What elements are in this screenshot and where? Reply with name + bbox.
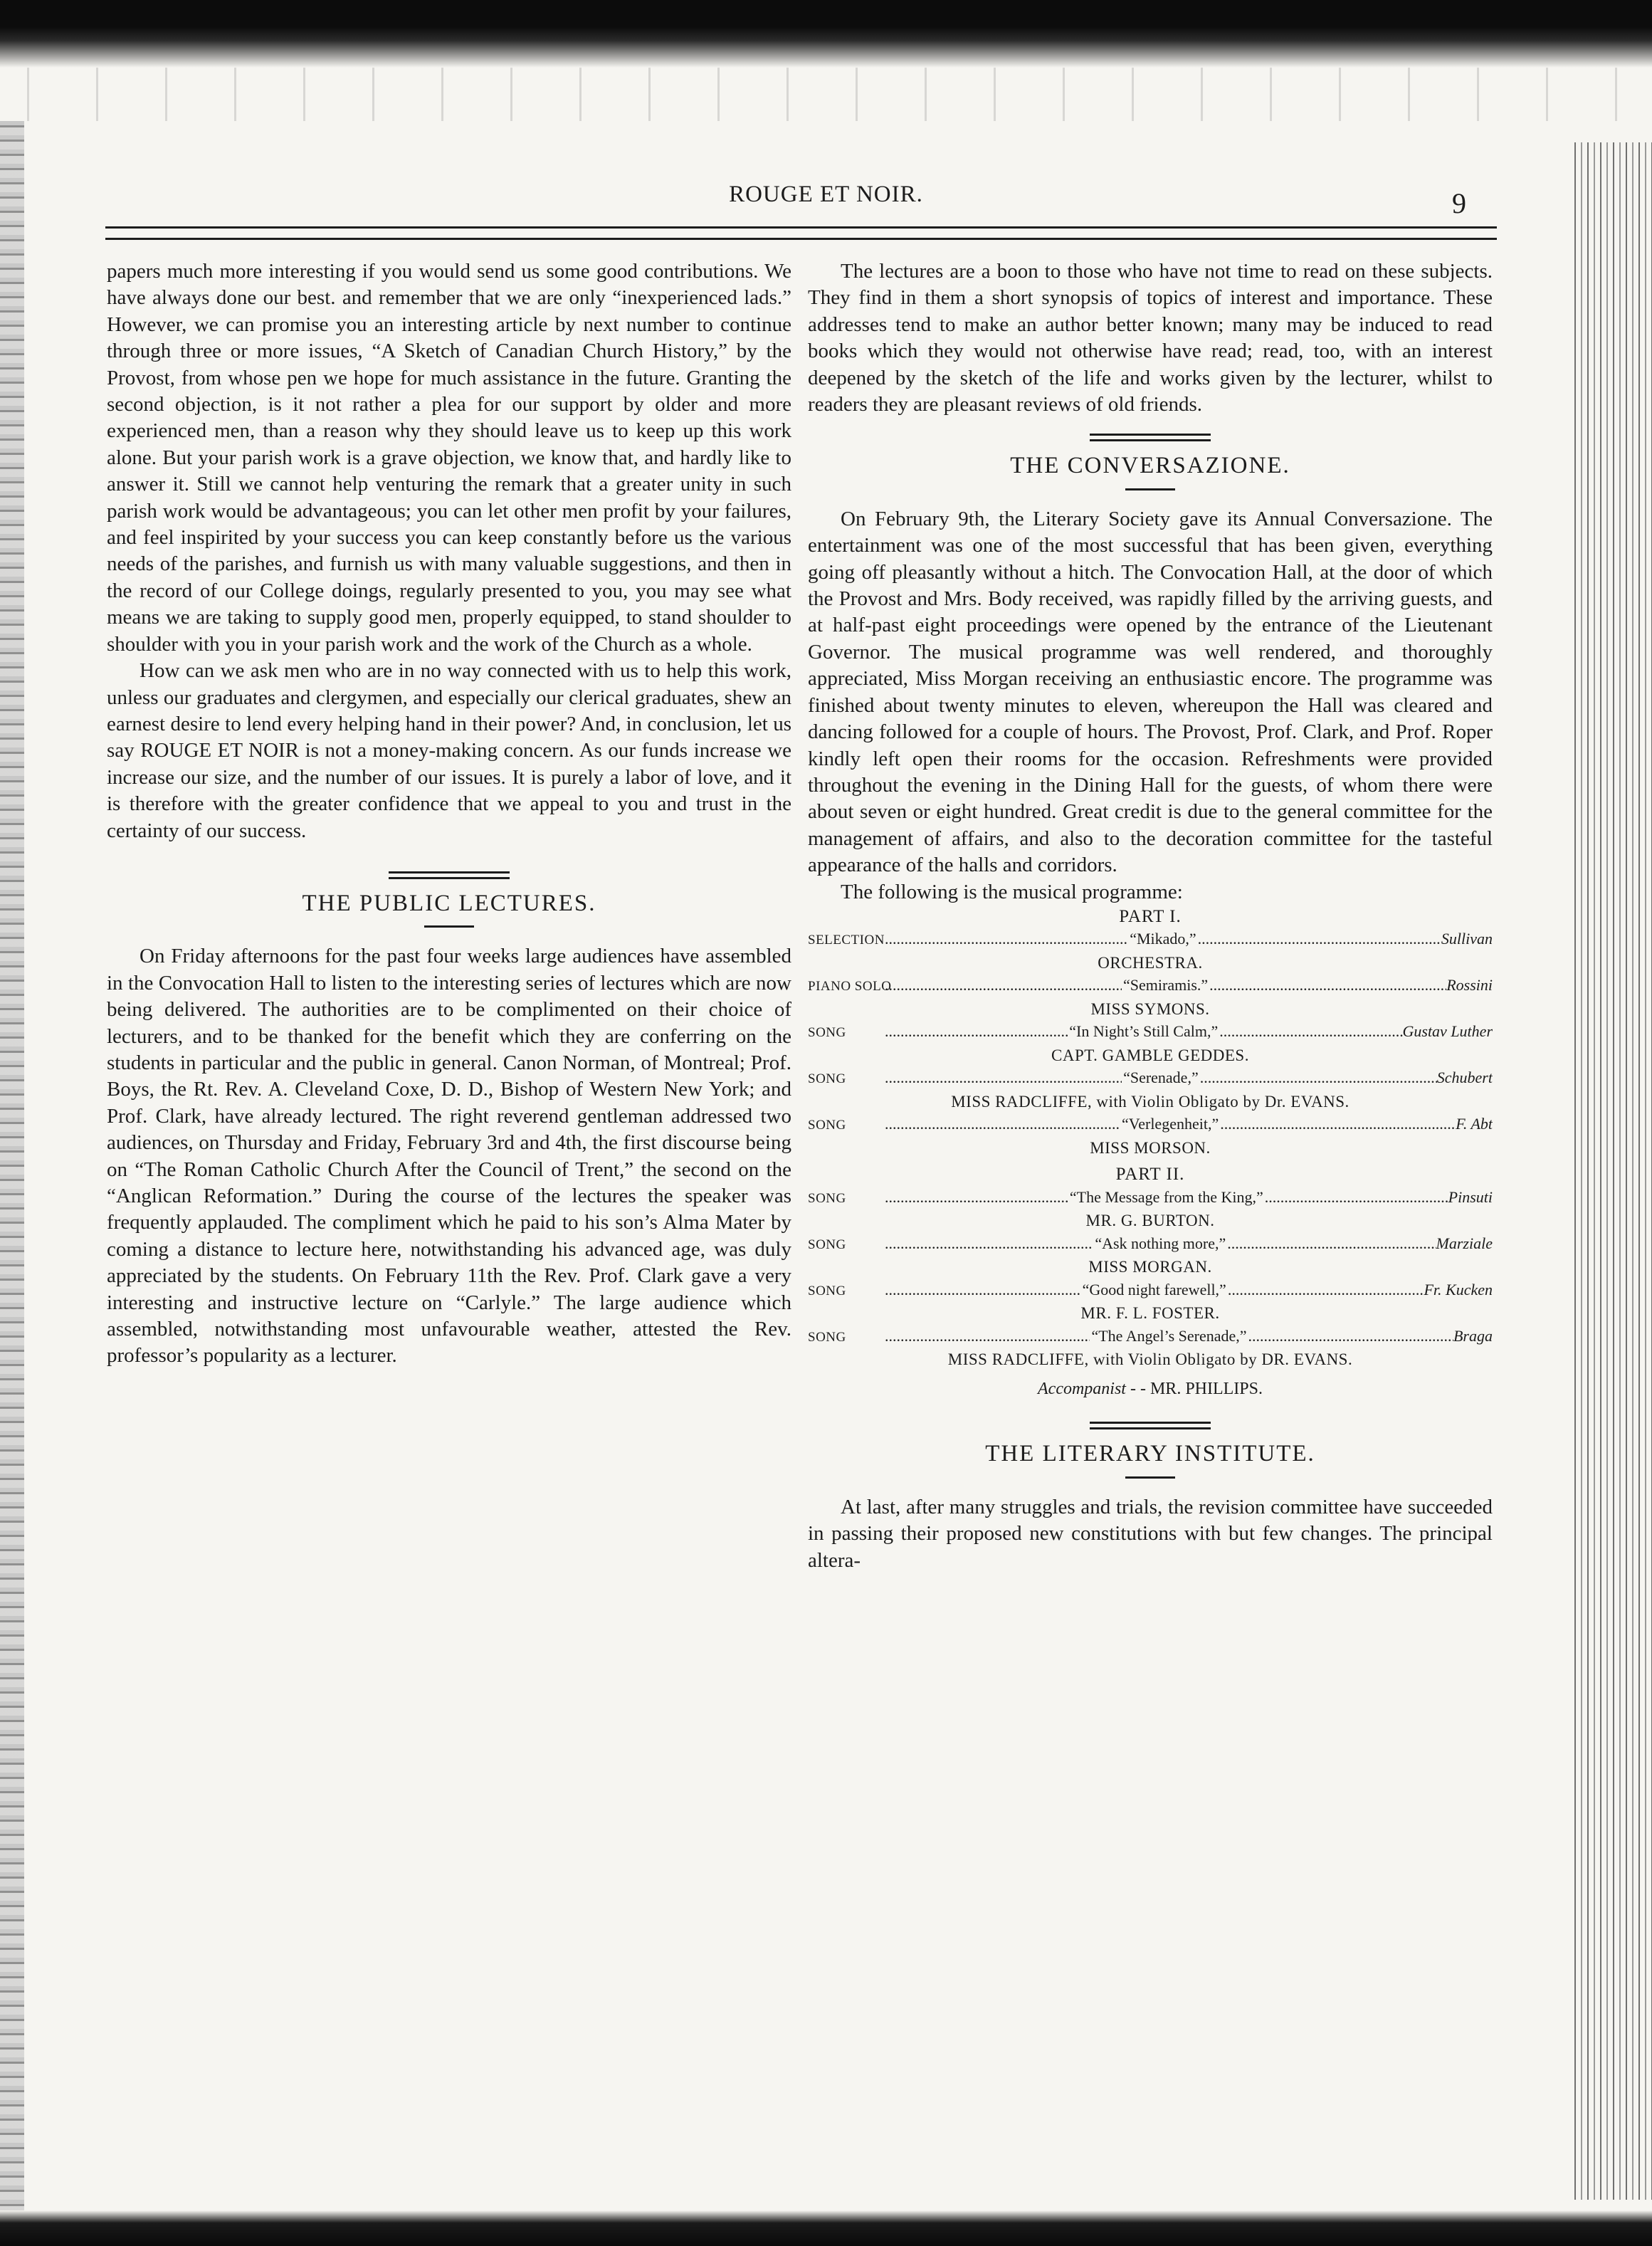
programme-part-2-list <box>808 1186 1493 1371</box>
leader-dots <box>1200 1066 1437 1089</box>
programme-item-performer: MISS SYMONS. <box>1090 999 1210 1018</box>
right-paragraph-1: The lectures are a boon to those who have not time to read on these subjects. They find in them a short synopsis of topics of interest and importance. These addresses tend to make an author better known; many may be induced to read books which they would not otherwise have read; read, too, with an interest deepened by the sketch of the life and works given by the lecturer, whilst to readers they are pleasant reviews of old friends. <box>808 260 1493 416</box>
programme-item-performer: ORCHESTRA. <box>1098 953 1203 972</box>
left-paragraph-3: On Friday afternoons for the past four weeks large audiences have assembled in the Convocation Hall to listen to the interesting series of lectures which are now being delivered. The authorities are to be complimented on their choice of lecturers, and to be thanked for the benefit which they are conferring on the students in particular and the public in general. Canon Norman, of Montreal; Prof. Boys, the Rt. Rev. A. Cleveland Coxe, D. D., Bishop of Western New York; and Prof. Clark, have already lectured. The right reverend gentleman addressed two audiences, on Thursday and Friday, February 3rd and 4th, the first discourse being on “The Roman Catholic Church After the Council of Trent,” the second on the “Anglican Reformation.” During the course of the lectures the speaker was frequently applauded. The compliment which he paid to his son’s Alma Mater by coming a distance to lecture here, notwithstanding his advanced age, was duly appreciated by the students. On February 11th the Rev. Prof. Clark gave a very interesting and instructive lecture on “Carlyle.” The large audience which assembled, notwithstanding most unfavourable weather, attested the Rev. professor’s popularity as a lecturer. <box>107 945 791 1368</box>
section-divider <box>1090 434 1211 441</box>
leader-dots <box>885 1325 1090 1348</box>
leader-dots <box>885 1113 1120 1135</box>
scan-top-noise <box>0 68 1652 121</box>
leader-dots <box>885 974 1122 997</box>
programme-item-title: “Verlegenheit,” <box>1122 1115 1219 1133</box>
programme-item <box>808 1232 1493 1256</box>
programme-accompanist <box>808 1378 1493 1401</box>
leader-dots <box>1228 1279 1424 1301</box>
programme-item-title: “The Angel’s Serenade,” <box>1091 1326 1247 1345</box>
programme-item-performer: MISS MORGAN. <box>1088 1258 1212 1276</box>
header-rule-bottom <box>105 238 1497 240</box>
programme-part-1-title: PART I. <box>1119 906 1182 926</box>
accompanist-separator: - - <box>1130 1379 1146 1398</box>
programme-item <box>808 1066 1493 1091</box>
programme-item <box>808 1325 1493 1349</box>
left-paragraph-2: How can we ask men who are in no way connected with us to help this work, unless our graduates and clergymen, and especially our clerical graduates, shew an earnest desire to lend every helping hand in their power? And, in conclusion, let us say ROUGE ET NOIR is not a money-making concern. As our funds increase we increase our size, and the number of our issues. It is purely a labor of love, and it is therefore with the greater confidence that we appeal to you and trust in the certainty of our success. <box>107 659 791 842</box>
section-divider <box>389 871 510 879</box>
programme-item-title: “Semiramis.” <box>1123 976 1209 995</box>
right-paragraph-3: The following is the musical programme: <box>841 880 1183 903</box>
programme-item <box>808 1186 1493 1210</box>
leader-dots <box>1209 974 1446 997</box>
leader-dots <box>885 928 1128 950</box>
leader-dots <box>1219 1020 1402 1043</box>
scan-bottom-border <box>0 2210 1652 2246</box>
programme-part-1-list <box>808 928 1493 1159</box>
header-rule-top <box>105 226 1497 229</box>
scan-right-edge <box>1569 142 1652 2200</box>
conversazione-heading: THE CONVERSAZIONE. <box>1010 453 1290 479</box>
programme-item-title: “Mikado,” <box>1130 930 1196 948</box>
programme-item-type: SONG <box>808 1071 846 1087</box>
programme-item-composer: F. Abt <box>1456 1115 1493 1133</box>
accompanist-role: Accompanist <box>1038 1379 1126 1398</box>
programme-item-composer: Schubert <box>1436 1069 1493 1087</box>
leader-dots <box>885 1279 1081 1301</box>
programme-item <box>808 1113 1493 1137</box>
programme-item-composer: Rossini <box>1446 976 1493 995</box>
leader-dots <box>885 1232 1093 1255</box>
page-header-title: ROUGE ET NOIR. <box>729 182 923 207</box>
page-number: 9 <box>1452 187 1466 219</box>
programme-item-type: SONG <box>808 1190 846 1206</box>
scan-left-edge <box>0 121 24 2228</box>
leader-dots <box>885 1186 1068 1209</box>
programme-item <box>808 1020 1493 1044</box>
right-paragraph-2: On February 9th, the Literary Society gave its Annual Conversazione. The entertainment was one of the most successful that has been given, everything going off pleasantly without a hitch. The Convocation Hall, at the door of which the Provost and Mrs. Body received, was rapidly filled by the arriving guests, and at half-past eight proceedings were opened by the entrance of the Lieutenant Governor. The musical programme was well rendered, and thoroughly appreciated, Miss Morgan receiving an enthusiastic encore. The programme was finished about twenty minutes to eleven, whereupon the Hall was cleared and dancing followed for a couple of hours. The Provost, Prof. Clark, and Prof. Roper kindly left open their rooms for the occasion. Refreshments were provided throughout the evening in the Dining Hall for the guests, of whom there were about seven or eight hundred. Great credit is due to the general committee for the management of affairs, and also to the decoration committee for the tasteful appearance of the halls and corridors. <box>808 507 1493 877</box>
leader-dots <box>1220 1113 1456 1135</box>
accompanist-name: MR. PHILLIPS. <box>1149 1379 1263 1398</box>
leader-dots <box>885 1020 1068 1043</box>
programme-item-type: SONG <box>808 1283 846 1298</box>
programme-item-performer: MISS RADCLIFFE, with Violin Obligato by Dr. EVANS. <box>951 1092 1350 1111</box>
programme-item <box>808 974 1493 998</box>
programme-item-composer: Marziale <box>1436 1234 1493 1252</box>
programme-item-performer: CAPT. GAMBLE GEDDES. <box>1051 1046 1249 1064</box>
programme-item-type: SONG <box>808 1329 846 1345</box>
programme-item-type: SELECTION <box>808 933 885 948</box>
right-paragraph-4: At last, after many struggles and trials, the revision committee have succeeded in passing their proposed new constitutions with but few changes. The principal altera- <box>808 1495 1493 1572</box>
programme-item <box>808 928 1493 952</box>
right-column <box>808 258 1493 2202</box>
programme-item-performer: MISS RADCLIFFE, with Violin Obligato by DR. EVANS. <box>947 1350 1353 1369</box>
programme-item-composer: Braga <box>1453 1326 1493 1345</box>
programme-item-composer: Pinsuti <box>1448 1187 1493 1206</box>
programme-item-title: “Serenade,” <box>1123 1069 1199 1087</box>
programme-item-type: PIANO SOLO <box>808 979 892 995</box>
left-column <box>107 258 791 2202</box>
programme-item-title: “Good night farewell,” <box>1082 1280 1226 1298</box>
programme-item <box>808 1279 1493 1303</box>
public-lectures-heading: THE PUBLIC LECTURES. <box>302 890 596 916</box>
scan-top-border <box>0 0 1652 68</box>
programme-item-title: “Ask nothing more,” <box>1095 1234 1226 1252</box>
section-divider <box>1090 1422 1211 1429</box>
programme-item-performer: MR. G. BURTON. <box>1085 1212 1215 1230</box>
programme-item-title: “In Night’s Still Calm,” <box>1069 1022 1219 1041</box>
programme-part-2-title: PART II. <box>1115 1165 1185 1185</box>
leader-dots <box>1227 1232 1436 1255</box>
leader-dots <box>1265 1186 1448 1209</box>
programme-item-performer: MISS MORSON. <box>1090 1138 1211 1157</box>
left-paragraph-1: papers much more interesting if you would send us some good contributions. We have always done our best. and remember that we are only “inexperienced lads.” However, we can promise you an interesting article by next number to continue through three or more issues, “A Sketch of Canadian Church History,” by the Provost, from whose pen we hope for much assistance in the future. Granting the second objection, is it not rather a plea for our support by older and more experienced men, than a reason why they should leave us to keep up this work alone. But your parish work is a grave objection, we know that, and hardly like to answer it. Still we cannot help venturing the remark that a greater unity in such parish work would be advantageous; you can let other men profit by your failures, and feel inspirited by your success you can keep constantly before us the various needs of the parishes, and furnish us with many valuable suggestions, and then in the record of our College doings, regularly presented to you, you may see what means we are taking to supply good men, properly equipped, to stand shoulder to shoulder with you in your parish work and the work of the Church as a whole. <box>107 260 791 656</box>
musical-programme <box>808 906 1493 1401</box>
programme-item-composer: Sullivan <box>1441 930 1493 948</box>
programme-item-type: SONG <box>808 1025 846 1041</box>
programme-item-title: “The Message from the King,” <box>1069 1187 1263 1206</box>
leader-dots <box>1198 928 1441 950</box>
programme-item-type: SONG <box>808 1118 846 1133</box>
programme-item-performer: MR. F. L. FOSTER. <box>1080 1304 1220 1323</box>
leader-dots <box>1248 1325 1453 1348</box>
leader-dots <box>885 1066 1122 1089</box>
literary-institute-heading: THE LITERARY INSTITUTE. <box>985 1441 1315 1467</box>
programme-item-composer: Fr. Kucken <box>1424 1280 1493 1298</box>
programme-item-type: SONG <box>808 1237 846 1252</box>
programme-item-composer: Gustav Luther <box>1402 1022 1493 1041</box>
